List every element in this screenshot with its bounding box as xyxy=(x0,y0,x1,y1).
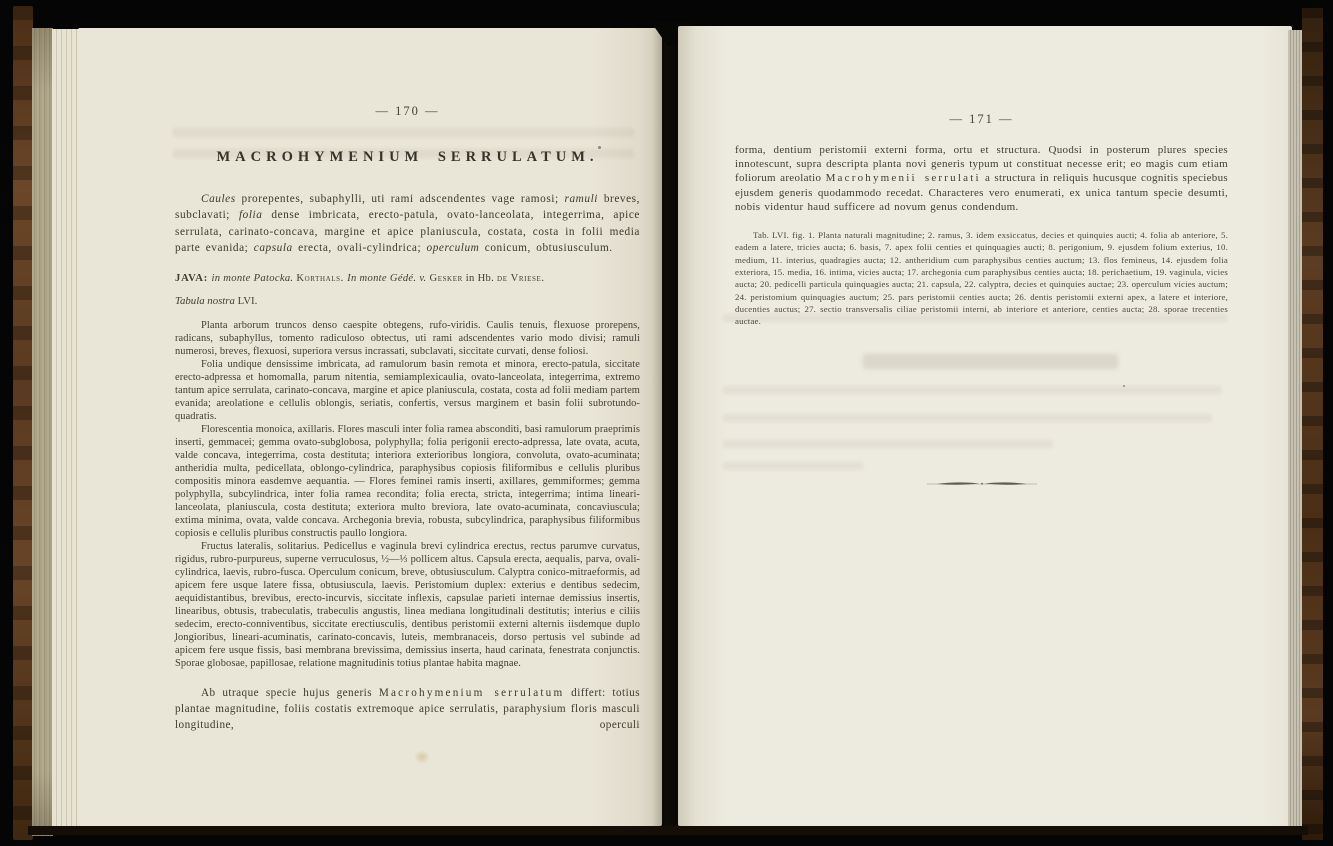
description-paragraph-fructus: Fructus lateralis, solitarius. Pedicellus e vaginula brevi cylindrica erectus, rectus parumve curvatus, rigidus, rubro-purpureus, superne verruculosus, ½—⅓ pollicem altus. Capsula erecta, aequalis, parva, ovali-cylindrica, laevis, rubro-fusca. Operculum conicum, breve, obtusiusculum. Calyptra conico-mitraeformis, ad apicem fere usque latere fissa, obtusiuscula, laevis. Peristomium duplex: exterius e dentibus sedecim, aequidistantibus, brevibus, erecto-incurvis, siccitate inflexis, capsulae parieti internae demissius insertis, linearibus, obtusis, trabeculatis, trabeculis angustis, linea mediana longitudinali destitutis; interius e ciliis sedecim, erecto-conniventibus, siccitate erectiusculis, dentibus peristomii externi alternis iisdemque duplo longioribus, lineari-acuminatis, carinato-concavis, luteis, membranaceis, dorso pertusis vel subinde ad apicem fere usque fissis, basi membrana brevissima, demissius inserta, haud carinata, fenestrata conjunctis. Sporae globosae, papillosae, relatione magnitudinis totius plantae habita magnae. xyxy=(175,540,640,669)
locality-line: JAVA: in monte Patocka. Korthals. In monte Gédé. v. Gesker in Hb. de Vriese. xyxy=(175,272,545,284)
right-page xyxy=(678,26,1292,826)
diagnosis-paragraph: Caules prorepentes, subaphylli, uti rami adscendentes vage ramosi; ramuli breves, subclavati; folia dense imbricata, erecto-patula, ovato-lanceolata, integerrima, apice serrulata, carinato-concava, margine et apice planiuscula, costata, costa in folii media parte evanida; capsula erecta, ovali-cylindrica; operculum conicum, obtusiusculum. xyxy=(175,193,640,255)
page-number: — 171 — xyxy=(949,112,1014,126)
stain-spot xyxy=(414,750,430,764)
closing-paragraph: Ab utraque specie hujus generis Macrohymenium serrulatum differt: totius plantae magnitudine, foliis costatis extremoque apice serrulatis, paraphysium floris masculi longitudine, operculi xyxy=(175,686,640,732)
book-cover-edge-right xyxy=(1302,8,1323,840)
description-paragraph-folia: Folia undique densissime imbricata, ad ramulorum basin remota et minora, erecto-patula, siccitate erecto-adpressa et homomalla, parum nitentia, semiamplexicaulia, ovato-lanceolata, integerrima, extremo tantum apice serrulata, carinato-concava, margine et apice planiuscula, costata, costa ad folii mediam partem evanida; areolatione e cellulis oblongis, seriatis, confertis, versus marginem et basin folii subrotundo-quadratis. xyxy=(175,358,640,422)
tabula-reference: Tabula nostra LVI. xyxy=(175,294,258,307)
figure-legend: Tab. LVI. fig. 1. Planta naturali magnitudine; 2. ramus, 3. idem exsiccatus, decies et quinquies aucti; 4. folia ab anteriore, 5. eadem a latere, tricies aucta; 6. basis, 7. apex folii centies et quinquagies aucti; 8. perigonium, 9. ejusdem folium exterius, 10. medium, 11. interius, quadragies aucta; 12. antheridium cum paraphysibus centies auctum; 13. flos femineus, 14. ejusdem folia exteriora, 15. media, 16. intima, vicies aucta; 17. archegonia cum paraphysibus centies aucta; 18. perichaetium, 19. vaginula, vicies aucta; 20. pedicelli particula quinquagies aucta; 21. capsula, 22. calyptra, decies et quinquies auctae; 23. operculum vicies auctum; 24. peristomium quinquagies auctum; 25. pars peristomii centies aucta; 26. dentis peristomii externi apex, a latere et interiore, ducenties auctus; 27. sectio transversalis ciliae peristomii interni, ab interiore et anteriore, centies aucta; 28. sporae trecenties auctae. xyxy=(735,230,1228,327)
left-page-text xyxy=(78,28,662,733)
left-page xyxy=(78,28,662,826)
page-number: — 170 — xyxy=(375,104,440,118)
book-bottom-edge xyxy=(28,826,1308,835)
continuation-paragraph: forma, dentium peristomii externi forma, ortu et structura. Quodsi in posterum plures species innotescunt, supra descripta planta novi generis typum ut constituat necesse erit; eo magis cum etiam foliorum areolatio Macrohymenii serrulati a structura in reliquis hucusque cognitis speciebus ejusdem generis quodammodo recedat. Characteres vero enumerati, ex unica tantum specie desumti, nobis videntur haud sufficere ad novum genus condendum. xyxy=(735,144,1228,213)
page-stack-edge-left xyxy=(32,28,53,836)
divider-ornament xyxy=(927,479,1037,489)
species-title: MACROHYMENIUM SERRULATUM. xyxy=(216,149,599,165)
page-edge-lines-left xyxy=(52,29,79,832)
right-page-text xyxy=(678,26,1292,489)
description-paragraph-habit: Planta arborum truncos denso caespite obtegens, rufo-viridis. Caulis tenuis, flexuose prorepens, radicans, subaphyllus, tomento radiculoso obtectus, uti rami adscendentes vario modo divisi; ramuli numerosi, breves, flexuosi, superiora versus incrassati, subclavati, siccitate curvati, dense foliosi. xyxy=(175,319,640,357)
book-cover-edge-left xyxy=(13,6,33,840)
description-paragraph-flores: Florescentia monoica, axillaris. Flores masculi inter folia ramea absconditi, basi ramulorum praeprimis inserti, gemmacei; gemma ovato-subglobosa, polyphylla; folia perigonii erecto-adpressa, late ovata, acuta, valde concava, integerrima, costa destituta; interiora exterioribus longiora, convoluta, ovato-acuminata; antheridia multa, pedicellata, oblongo-cylindrica, paraphysibus copiosis filiformibus e cellulis pluribus compositis minora easdemve aequantia. — Flores feminei ramis inserti, axillares, gemmiformes; gemma polyphylla, subcylindrica, inter folia ramea recondita; folia erecta, stricta, integerrima; intima lineari-lanceolata, planiuscula, costa destituta; exteriora multo breviora, late ovato-acuminata, concaviuscula; extima minima, ovata, valde concava. Archegonia brevia, robusta, subcylindrica, paraphysibus filiformibus copiosis e cellulis pluribus constructis paullo longiora. xyxy=(175,423,640,539)
